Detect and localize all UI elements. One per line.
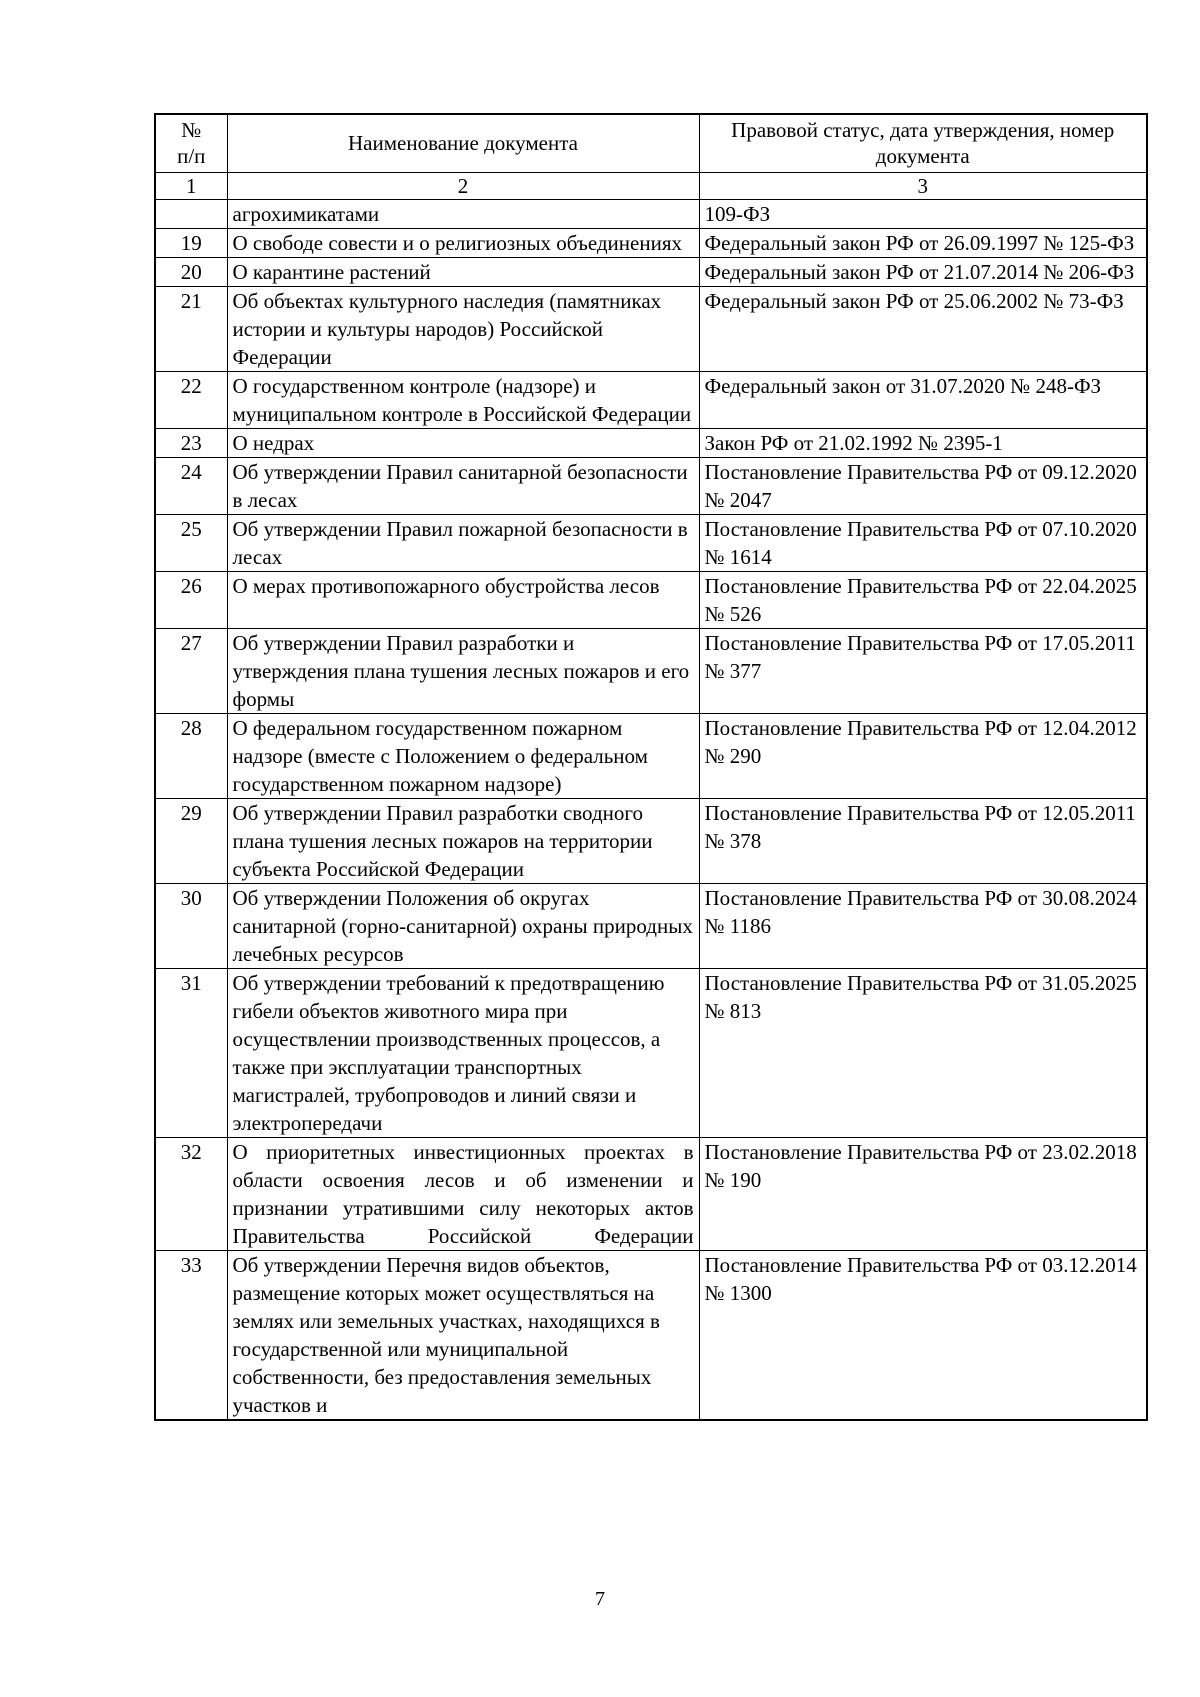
document-status: Постановление Правительства РФ от 17.05.2011 № 377	[699, 628, 1147, 713]
table-row	[155, 199, 1147, 228]
document-name: О государственном контроле (надзоре) и муниципальном контроле в Российской Федерации	[227, 371, 699, 428]
document-status: Постановление Правительства РФ от 09.12.2020 № 2047	[699, 457, 1147, 514]
document-status: Постановление Правительства РФ от 23.02.2018 № 190	[699, 1137, 1147, 1250]
table-row	[155, 228, 1147, 257]
document-status: Федеральный закон от 31.07.2020 № 248-ФЗ	[699, 371, 1147, 428]
column-number: 1	[155, 172, 227, 199]
header-status: Правовой статус, дата утверждения, номер документа	[699, 114, 1147, 172]
document-status: Постановление Правительства РФ от 12.04.2012 № 290	[699, 713, 1147, 798]
table-row	[155, 571, 1147, 628]
document-status: Федеральный закон РФ от 26.09.1997 № 125-ФЗ	[699, 228, 1147, 257]
document-name: О карантине растений	[227, 257, 699, 286]
document-name: О федеральном государственном пожарном надзоре (вместе с Положением о федеральном государственном пожарном надзоре)	[227, 713, 699, 798]
document-status: Постановление Правительства РФ от 12.05.2011 № 378	[699, 798, 1147, 883]
document-status: Закон РФ от 21.02.1992 № 2395-1	[699, 428, 1147, 457]
row-number: 24	[155, 457, 227, 514]
document-status: Федеральный закон РФ от 25.06.2002 № 73-ФЗ	[699, 286, 1147, 371]
document-status: Федеральный закон РФ от 21.07.2014 № 206-ФЗ	[699, 257, 1147, 286]
document-name: Об утверждении Правил пожарной безопасности в лесах	[227, 514, 699, 571]
document-status: Постановление Правительства РФ от 31.05.2025 № 813	[699, 968, 1147, 1137]
row-number: 25	[155, 514, 227, 571]
table-row	[155, 257, 1147, 286]
row-number: 27	[155, 628, 227, 713]
row-number: 28	[155, 713, 227, 798]
document-name: Об объектах культурного наследия (памятниках истории и культуры народов) Российской Федерации	[227, 286, 699, 371]
document-status: Постановление Правительства РФ от 07.10.2020 № 1614	[699, 514, 1147, 571]
page-number: 7	[595, 1588, 605, 1610]
row-number: 31	[155, 968, 227, 1137]
table-row	[155, 286, 1147, 371]
document-name: Об утверждении Правил санитарной безопасности в лесах	[227, 457, 699, 514]
header-name: Наименование документа	[227, 114, 699, 172]
row-number: 19	[155, 228, 227, 257]
document-status: 109-ФЗ	[699, 199, 1147, 228]
document-name: О недрах	[227, 428, 699, 457]
table-row	[155, 713, 1147, 798]
row-number: 33	[155, 1250, 227, 1420]
document-name: Об утверждении требований к предотвращению гибели объектов животного мира при осуществлении производственных процессов, а также при эксплуатации транспортных магистралей, трубопроводов и линий связи и электропередачи	[227, 968, 699, 1137]
table-row	[155, 1250, 1147, 1420]
row-number: 26	[155, 571, 227, 628]
row-number: 21	[155, 286, 227, 371]
document-name: Об утверждении Правил разработки и утверждения плана тушения лесных пожаров и его формы	[227, 628, 699, 713]
row-number: 30	[155, 883, 227, 968]
column-number: 3	[699, 172, 1147, 199]
table-row	[155, 457, 1147, 514]
document-status: Постановление Правительства РФ от 30.08.2024 № 1186	[699, 883, 1147, 968]
table-row	[155, 514, 1147, 571]
document-name: Об утверждении Положения об округах санитарной (горно-санитарной) охраны природных лечебных ресурсов	[227, 883, 699, 968]
row-number: 20	[155, 257, 227, 286]
document-name: О свободе совести и о религиозных объединениях	[227, 228, 699, 257]
table-row	[155, 1137, 1147, 1250]
table-row	[155, 371, 1147, 428]
row-number: 32	[155, 1137, 227, 1250]
table-row	[155, 883, 1147, 968]
table-row	[155, 428, 1147, 457]
document-status: Постановление Правительства РФ от 03.12.2014 № 1300	[699, 1250, 1147, 1420]
document-name: О мерах противопожарного обустройства лесов	[227, 571, 699, 628]
table-row	[155, 628, 1147, 713]
document-status: Постановление Правительства РФ от 22.04.2025 № 526	[699, 571, 1147, 628]
table-row	[155, 968, 1147, 1137]
row-number: 29	[155, 798, 227, 883]
document-name: Об утверждении Перечня видов объектов, размещение которых может осуществляться на землях или земельных участках, находящихся в государственной или муниципальной собственности, без предоставления земельных участков и	[227, 1250, 699, 1420]
document-name: агрохимикатами	[227, 199, 699, 228]
table-row	[155, 798, 1147, 883]
row-number: 22	[155, 371, 227, 428]
row-number: 23	[155, 428, 227, 457]
header-num: № п/п	[155, 114, 227, 172]
column-number: 2	[227, 172, 699, 199]
document-name: О приоритетных инвестиционных проектах в области освоения лесов и об изменении и признании утратившими силу некоторых актов Правительства Российской Федерации	[227, 1137, 699, 1250]
row-number	[155, 199, 227, 228]
document-name: Об утверждении Правил разработки сводного плана тушения лесных пожаров на территории субъекта Российской Федерации	[227, 798, 699, 883]
legal-documents-table	[154, 113, 1148, 1421]
table-header-row	[155, 114, 1147, 172]
column-number-row	[155, 172, 1147, 199]
